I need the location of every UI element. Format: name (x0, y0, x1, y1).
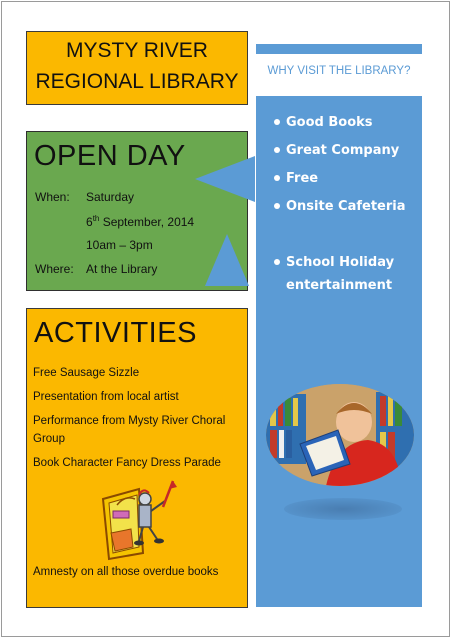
why-visit-header (256, 44, 422, 96)
open-day-heading: OPEN DAY (34, 140, 186, 172)
bullet-icon (274, 175, 280, 181)
activities-box (26, 308, 248, 608)
amnesty-text: Amnesty on all those overdue books (33, 566, 219, 578)
photo-shadow (284, 498, 402, 520)
why-top-bar (256, 44, 422, 54)
reason-item: Great Company (286, 139, 399, 162)
when-date: 6th September, 2014 (86, 214, 195, 229)
bullet-icon (274, 119, 280, 125)
title-line-1: MYSTY RIVER (66, 39, 208, 62)
bullet-icon (274, 203, 280, 209)
blue-triangle-up (205, 234, 249, 286)
when-day: Saturday (86, 190, 135, 204)
reason-item: Free (286, 167, 318, 190)
reasons-panel (256, 96, 422, 607)
bullet-icon (274, 259, 280, 265)
reason-item: Onsite Cafeteria (286, 195, 406, 218)
why-visit-heading: WHY VISIT THE LIBRARY? (267, 65, 411, 77)
when-label: When: (35, 190, 70, 204)
boy-reading-photo (266, 384, 414, 486)
where-label: Where: (35, 262, 74, 276)
activities-heading: ACTIVITIES (34, 317, 197, 349)
activity-item: Book Character Fancy Dress Parade (33, 457, 221, 469)
activity-item: Free Sausage Sizzle (33, 367, 140, 379)
activity-item: Performance from Mysty River Choral Group (33, 415, 226, 445)
blue-triangle-left (195, 156, 255, 202)
title-line-2: REGIONAL LIBRARY (35, 70, 239, 93)
when-time: 10am – 3pm (86, 238, 153, 252)
where-value: At the Library (86, 262, 158, 276)
reason-item: Good Books (286, 111, 373, 134)
book-character-clipart (99, 477, 179, 563)
reason-item: School Holiday entertainment (286, 251, 416, 297)
bullet-icon (274, 147, 280, 153)
activity-item: Presentation from local artist (33, 391, 179, 403)
library-title-box (26, 31, 248, 105)
